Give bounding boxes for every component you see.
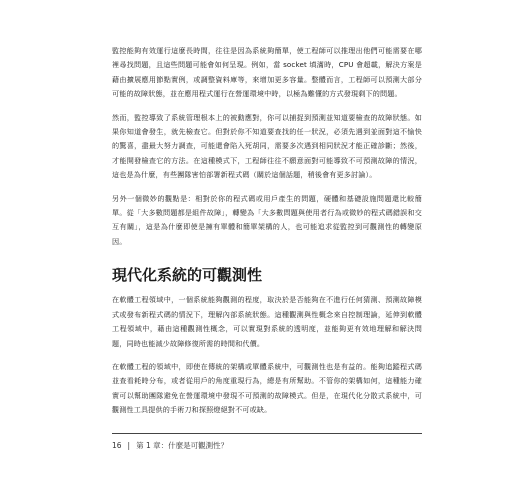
paragraph-observability-benefits: 在軟體工程的領域中，即使在傳統的架構或單體系統中，可觀測性也是有益的。能夠追蹤程式碼並查看耗時分布，或者從用戶的角度重現行為，總是有所幫助。不管你的架構如何，這種能力確實可以幫助團隊避免在營運環境中發現不可預測的故障模式。但是，在現代化分散式系統中，可觀測性工具提供的手術刀和探照燈絕對不可或缺。 (112, 361, 422, 415)
paragraph-subtle-point: 另外一個微妙的觀點是：相對於你的程式碼或用戶產生的問題，硬體和基礎設施問題還比較簡單。從「大多數問題都是組件故障」，轉變為「大多數問題與使用者行為或微妙的程式碼錯誤和交互有關」，這是為什麼即使是擁有單體和簡單架構的人，也可能追求從監控到可觀測性的轉變原因。 (112, 193, 422, 246)
paragraph-reactive-monitoring: 然而，監控導致了系統管理根本上的被動應對，你可以捕捉到預測並知道要檢查的故障狀態。如果你知道會發生，就先檢查它。但對於你不知道要查找的任一狀況，必須先遇到並面對這不愉快的驚喜，盡最大努力調查，可能還會陷入死胡同，需要多次遇到相同狀況才能正確診斷；然後，才能開發檢查它的方法。在這種模式下，工程師往往不願意面對可能導致不可預測故障的情況，這也是為什麼，有些團隊害怕部署新程式碼（關於這個話題，稍後會有更多討論）。 (112, 112, 422, 180)
section-heading: 現代化系統的可觀測性 (112, 266, 263, 285)
paragraph-observability-definition: 在軟體工程領域中，一個系統能夠觀測的程度，取決於是否能夠在不進行任何猜測、預測故障模式或發布新程式碼的情況下，理解內部系統狀態。這種觀測與性概念來自控制理論，延伸到軟體工程領域中，藉由這種觀測性概念，可以實現對系統的透明度，並能夠更有效地理解和解決問題，同時也能減少故障修復所需的時間和代價。 (112, 295, 422, 348)
document-body (112, 44, 422, 427)
footer-separator: | (127, 441, 131, 450)
page-number: 16 (112, 441, 122, 450)
page-footer (112, 433, 422, 451)
chapter-title: 第 1 章：什麼是可觀測性？ (136, 441, 229, 450)
paragraph-monitoring-history: 監控能夠有效運行這麼長時間，往往是因為系統夠簡單，使工程師可以推理出他們可能需要在哪裡尋找問題，且這些問題可能會如何呈現。例如，當 socket 填滿時，CPU 會超載，解決方案是藉由擴展應用節點實例，或調整資料庫等，來增加更多容量。整體而言，工程師可以預測大部分可能的故障狀態，並在應用程式運行在營運環境中時，以極為難懂的方式發現剩下的問題。 (112, 46, 422, 99)
